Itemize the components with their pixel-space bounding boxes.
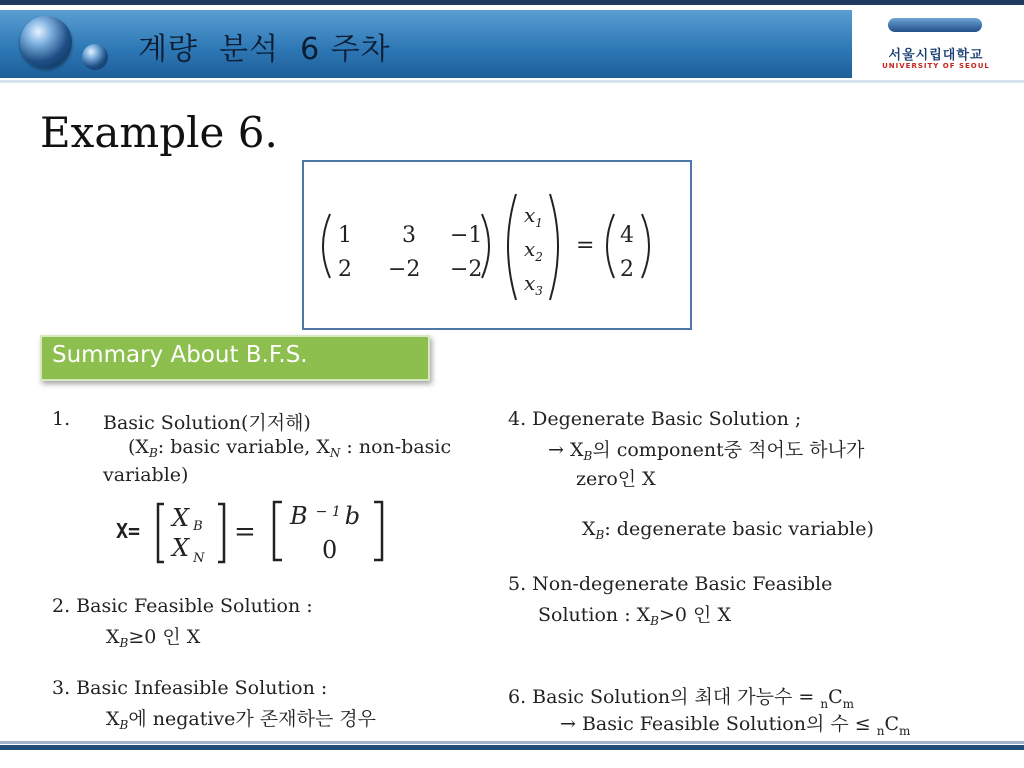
summary-title: Summary About B.F.S. (52, 342, 308, 368)
small-globe-icon (82, 44, 108, 70)
item-4-line4: $X_B$: degenerate basic variable) (582, 518, 874, 542)
header-banner (0, 10, 852, 78)
item-3-line2: $X_B$에 negative가 존재하는 경우 (106, 708, 376, 732)
equals-sign: = (576, 233, 595, 258)
matrix-cell: 3 (402, 223, 416, 248)
header-separator (0, 80, 1024, 83)
matrix-equation (310, 186, 680, 306)
item-2-title: 2. Basic Feasible Solution : (52, 595, 313, 617)
matrix-cell: 2 (338, 257, 352, 282)
item-6-line1: 6. Basic Solution의 최대 가능수 = $_nC_m$ (508, 686, 854, 711)
formula-xb: X B (172, 504, 203, 534)
formula-lhs: X= (116, 519, 141, 543)
matrix-cell: −2 (388, 257, 421, 282)
item-1-line2: ($X_B$: basic variable, $X_N$ : non-basic (128, 436, 452, 460)
formula-bottom: 0 (322, 536, 338, 564)
footer-rule-dark (0, 745, 1024, 750)
top-rule (0, 0, 1024, 5)
basic-solution-formula (112, 498, 392, 568)
header-title: 계량 분석 6 주차 (138, 32, 391, 67)
item-1-title: Basic Solution(기저해) (103, 412, 311, 434)
item-1-line3: variable) (103, 464, 189, 486)
formula-xn: X $_N$ (172, 534, 205, 566)
logo-emblem-icon (888, 18, 982, 32)
item-4-title: 4. Degenerate Basic Solution ; (508, 408, 802, 430)
logo-subtitle: UNIVERSITY OF SEOUL (882, 62, 990, 70)
matrix-cell: 1 (338, 223, 352, 248)
globe-icon (20, 16, 72, 68)
item-5-line2: Solution : $X_B>0$ 인 X (538, 604, 731, 628)
page-title: Example 6. (40, 108, 278, 157)
rhs-cell: 2 (620, 257, 634, 282)
footer-rule-light (0, 741, 1024, 744)
item-4-line2: → $X_B$의 component중 적어도 하나가 (548, 439, 865, 463)
rhs-cell: 4 (620, 223, 634, 248)
var-x1: $x_1$ (524, 203, 543, 230)
item-6-line2: → Basic Feasible Solution의 수 ≤ $_nC_m$ (560, 713, 911, 738)
var-x3: $x_3$ (524, 271, 543, 298)
var-x2: $x_2$ (524, 237, 543, 264)
item-3-title: 3. Basic Infeasible Solution : (52, 677, 328, 699)
item-2-line2: $X_B\ge 0$ 인 X (106, 626, 201, 650)
formula-equals: = (234, 517, 256, 547)
item-1-number: 1. (52, 408, 71, 430)
logo-name: 서울시립대학교 (888, 48, 984, 63)
matrix-cell: −2 (450, 257, 483, 282)
item-5-title: 5. Non-degenerate Basic Feasible (508, 573, 833, 595)
item-4-line3: zero인 X (576, 468, 656, 490)
matrix-cell: −1 (450, 223, 483, 248)
formula-top: B $^{- 1}$ b (290, 502, 361, 530)
